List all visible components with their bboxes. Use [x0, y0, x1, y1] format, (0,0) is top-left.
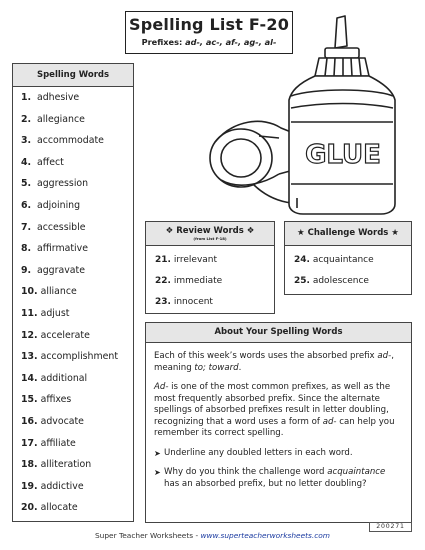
- word-number: 17.: [21, 437, 38, 449]
- about-panel: [145, 322, 412, 523]
- word-number: 5.: [21, 178, 32, 190]
- review-words-heading-box: [146, 222, 274, 246]
- word: immediate: [173, 276, 223, 286]
- about-paragraph-2: [154, 382, 402, 440]
- arrow-icon: ➤: [154, 448, 161, 458]
- word-number: 1.: [21, 92, 32, 103]
- list-item: [21, 217, 133, 239]
- word-number: 22.: [155, 276, 171, 286]
- word-number: 11.: [21, 307, 38, 319]
- challenge-word-text: acquaintance: [327, 467, 386, 477]
- arrow-icon: ➤: [154, 468, 161, 477]
- spelling-words-panel: [12, 63, 134, 522]
- prefix-text: ad-: [322, 416, 337, 427]
- word: affirmative: [36, 243, 88, 255]
- word: aggravate: [36, 264, 85, 276]
- word: adhesive: [36, 92, 80, 103]
- word: accomplishment: [40, 351, 119, 363]
- word: alliteration: [40, 459, 92, 471]
- text: is one of the most common prefixes, as well as the most frequently absorbed prefix. Since the alternate spellings of absorbed prefixes result in letter doubling, recognizing that a word uses a form of: [154, 382, 391, 427]
- prefixes-label: Prefixes:: [141, 37, 183, 47]
- spelling-word-list: [13, 87, 133, 519]
- word: affixes: [40, 394, 72, 406]
- word-number: 15.: [21, 394, 38, 406]
- word-number: 19.: [21, 480, 38, 492]
- list-item: [294, 250, 411, 271]
- word-number: 14.: [21, 372, 38, 384]
- word-number: 3.: [21, 135, 32, 147]
- list-item: [155, 250, 274, 271]
- word: affect: [36, 156, 64, 168]
- list-item: [21, 389, 133, 411]
- word: allocate: [40, 502, 78, 514]
- word-number: 4.: [21, 156, 32, 168]
- word: innocent: [173, 297, 213, 307]
- word-number: 18.: [21, 459, 38, 471]
- list-item: [21, 497, 133, 519]
- list-item: [21, 173, 133, 195]
- word: advocate: [40, 415, 84, 427]
- word: adjust: [40, 307, 70, 319]
- review-word-list: [146, 246, 274, 313]
- challenge-word-list: [285, 246, 411, 292]
- list-item: [21, 325, 133, 347]
- list-item: [21, 476, 133, 498]
- list-item: [21, 109, 133, 131]
- instruction-1: [154, 448, 402, 460]
- word: affiliate: [40, 437, 76, 449]
- word: additional: [40, 372, 88, 384]
- word-number: 7.: [21, 221, 32, 233]
- list-item: [21, 346, 133, 368]
- list-item: [294, 271, 411, 292]
- page-title: Spelling List F-20: [128, 15, 290, 34]
- word-number: 6.: [21, 199, 32, 211]
- text: .: [238, 362, 242, 373]
- word-number: 21.: [155, 255, 171, 265]
- list-item: [21, 195, 133, 217]
- list-item: [21, 433, 133, 455]
- list-item: [21, 411, 133, 433]
- review-words-source: (from List F-18): [193, 236, 227, 241]
- glue-and-tape-illustration: [193, 8, 403, 220]
- word-number: 2.: [21, 113, 32, 125]
- about-body: [146, 343, 411, 490]
- instruction-text: Underline any doubled letters in each word.: [164, 447, 353, 458]
- text: has an absorbed prefix, but no letter doubling?: [164, 478, 367, 489]
- word-number: 9.: [21, 264, 32, 276]
- footer-link[interactable]: www.superteacherworksheets.com: [200, 531, 330, 540]
- glue-label-text: GLUE: [305, 140, 381, 170]
- list-item: [21, 87, 133, 109]
- list-item: [21, 152, 133, 174]
- meaning-text: to; toward: [194, 362, 239, 373]
- list-item: [21, 238, 133, 260]
- word-number: 20.: [21, 502, 38, 514]
- worksheet-code: 200271: [369, 522, 412, 532]
- prefix-text: ad-: [377, 351, 392, 361]
- prefix-text: Ad-: [154, 382, 169, 392]
- spelling-words-heading: Spelling Words: [13, 64, 133, 87]
- about-heading: About Your Spelling Words: [146, 323, 411, 343]
- word-number: 10.: [21, 286, 38, 298]
- instruction-text: [164, 467, 402, 490]
- footer-text: Super Teacher Worksheets -: [94, 531, 201, 540]
- word: adolescence: [312, 276, 369, 286]
- word: allegiance: [36, 113, 85, 125]
- word-number: 24.: [294, 255, 310, 265]
- word: addictive: [40, 480, 84, 492]
- list-item: [21, 454, 133, 476]
- word: acquaintance: [312, 255, 374, 265]
- review-words-heading: ❖ Review Words ❖: [165, 226, 255, 236]
- list-item: [21, 281, 133, 303]
- list-item: [21, 368, 133, 390]
- word-number: 16.: [21, 415, 38, 427]
- review-words-panel: [145, 221, 275, 314]
- word: alliance: [40, 286, 77, 298]
- text: , meaning: [154, 351, 394, 373]
- text: Why do you think the challenge word: [164, 467, 328, 477]
- footer: [0, 531, 425, 540]
- word-number: 25.: [294, 276, 310, 286]
- word: accelerate: [40, 329, 90, 341]
- list-item: [155, 292, 274, 313]
- word: adjoining: [36, 199, 81, 211]
- list-item: [21, 303, 133, 325]
- about-paragraph-1: [154, 351, 402, 374]
- list-item: [155, 271, 274, 292]
- word: aggression: [36, 178, 89, 190]
- list-item: [21, 260, 133, 282]
- word-number: 13.: [21, 351, 38, 363]
- prefixes-value: ad-, ac-, af-, ag-, al-: [185, 37, 277, 47]
- challenge-words-panel: [284, 221, 412, 295]
- word-number: 23.: [155, 297, 171, 307]
- word: accessible: [36, 221, 86, 233]
- word: irrelevant: [173, 255, 218, 265]
- challenge-words-heading: ★ Challenge Words ★: [285, 222, 411, 246]
- word-number: 8.: [21, 243, 32, 255]
- text: Each of this week’s words uses the absorbed prefix: [154, 351, 378, 361]
- list-item: [21, 130, 133, 152]
- text: can help you remember its correct spelling.: [154, 416, 395, 438]
- word: accommodate: [36, 135, 104, 147]
- instruction-2: [154, 467, 402, 490]
- word-number: 12.: [21, 329, 38, 341]
